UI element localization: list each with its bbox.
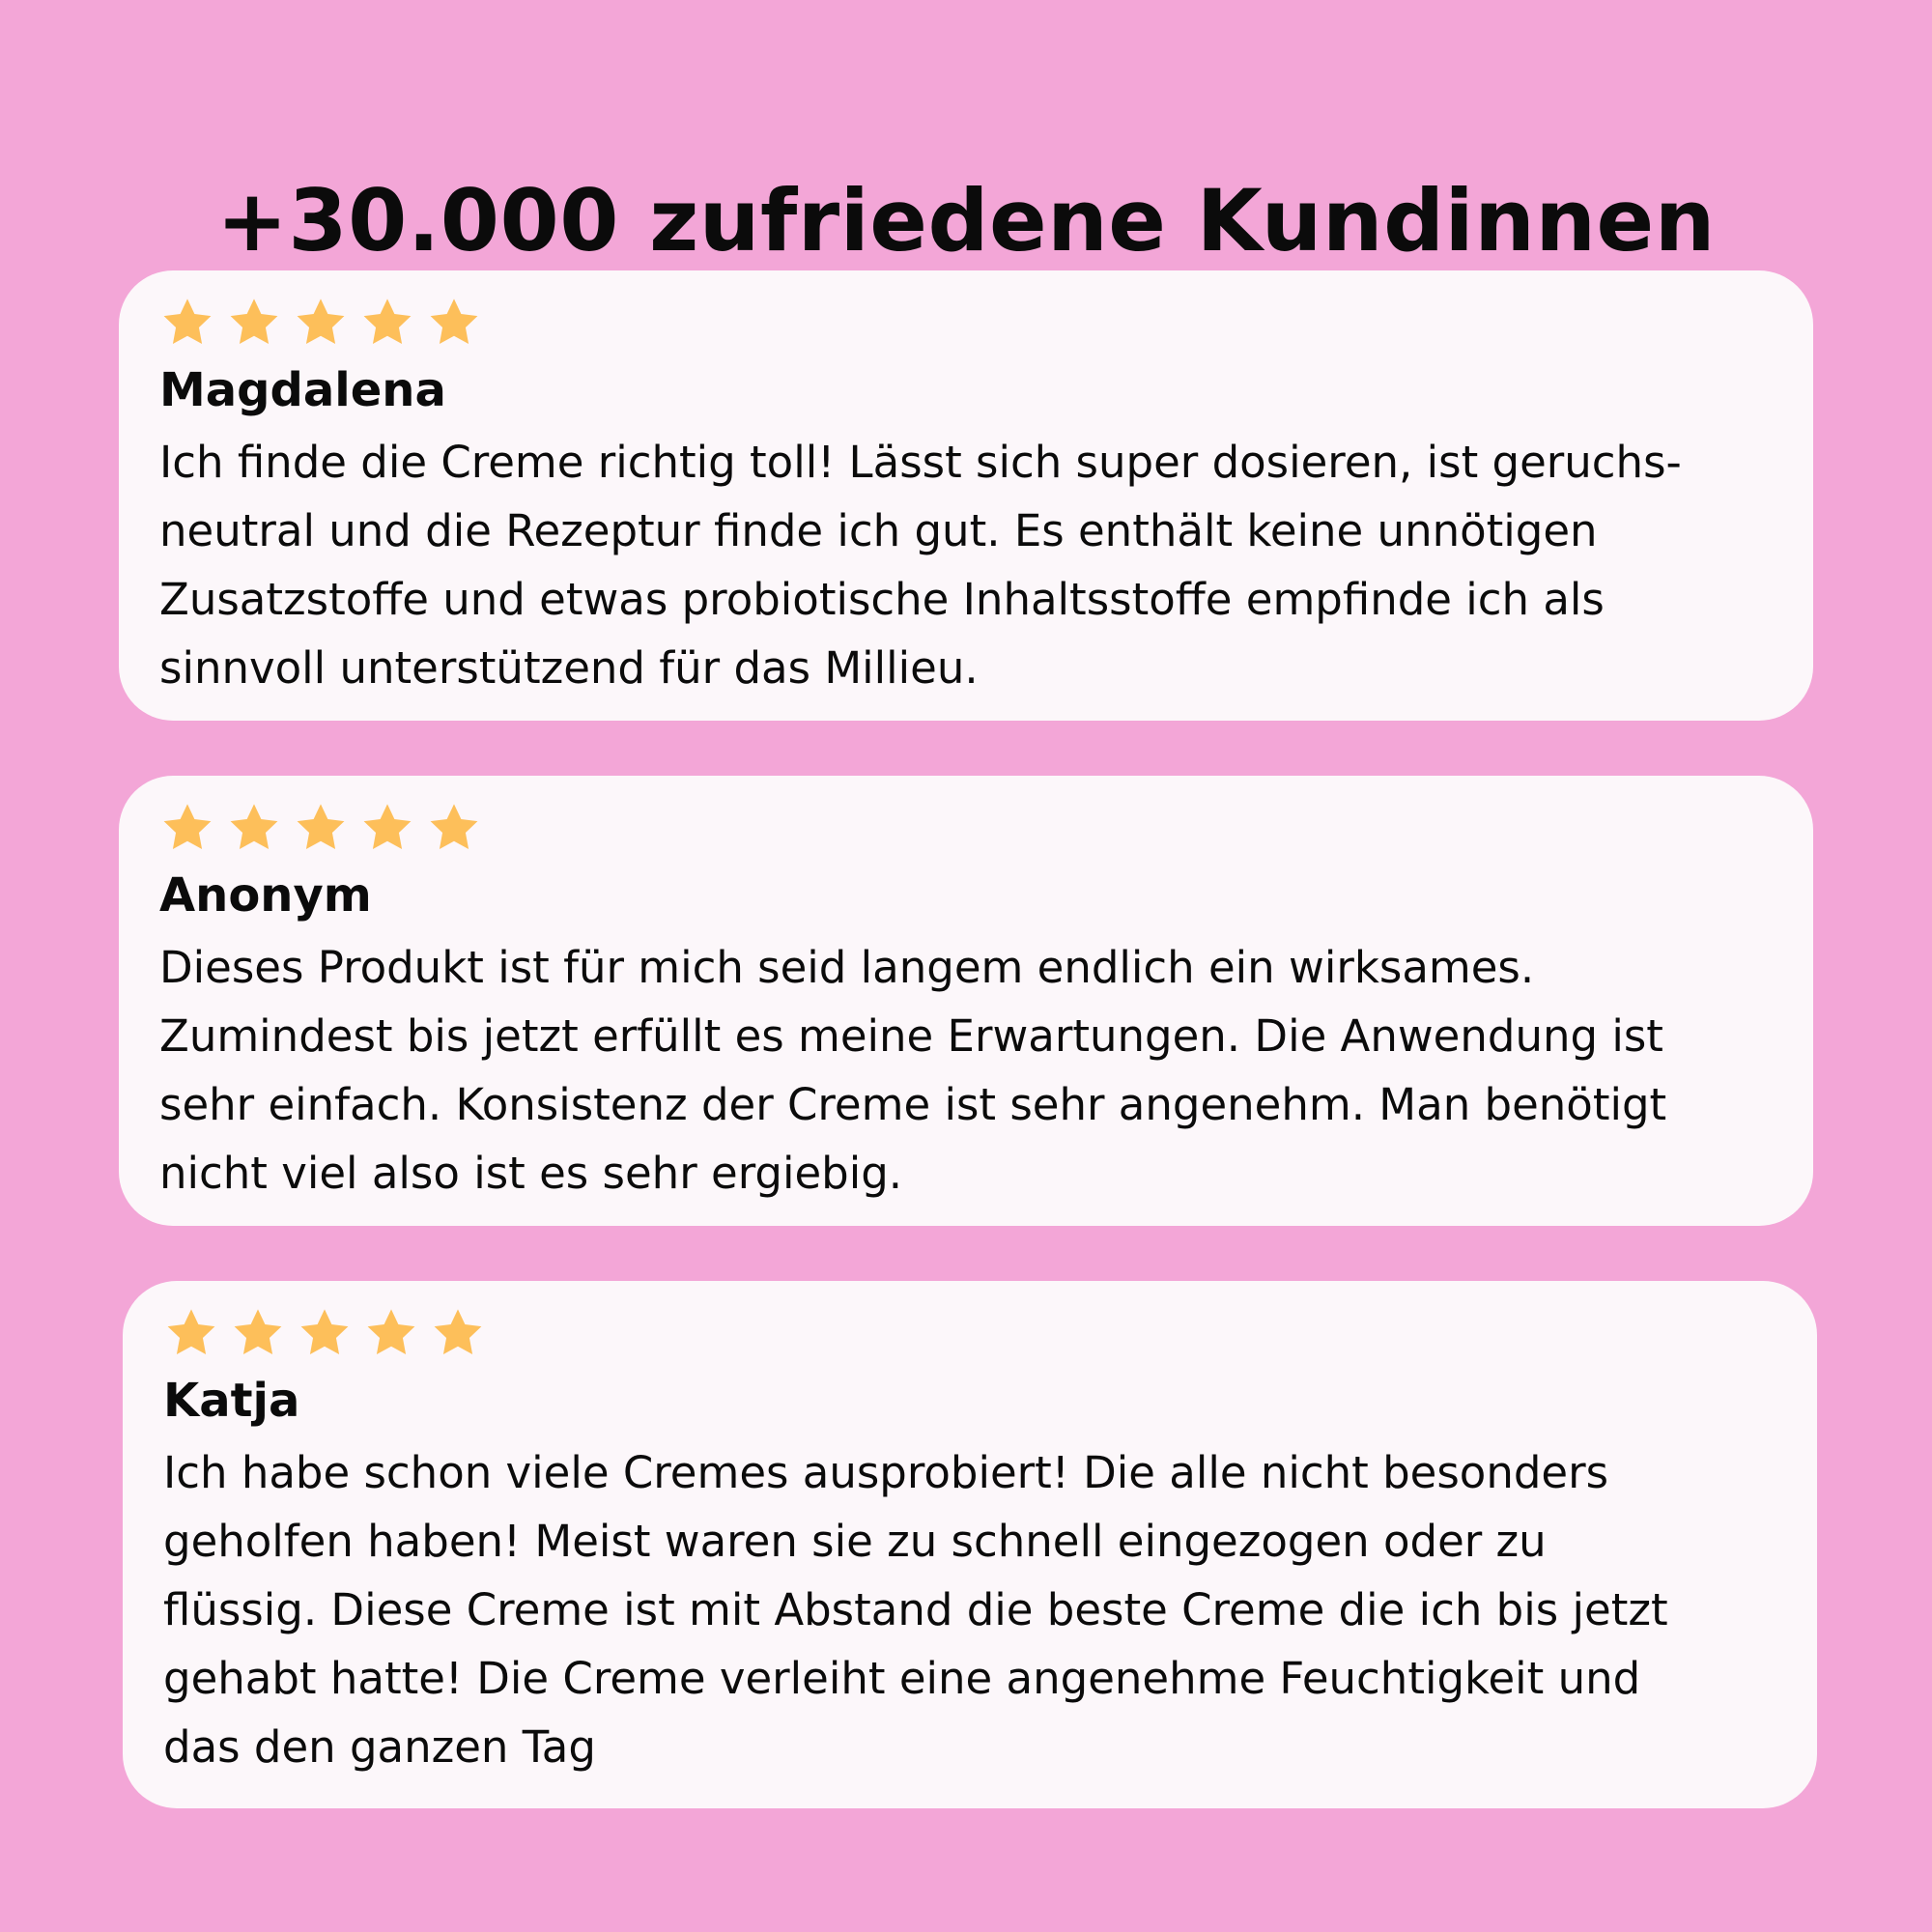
review-text-line: neutral und die Rezeptur finde ich gut. Es enthält keine unnötigen: [159, 505, 1598, 556]
star-icon: [430, 1305, 486, 1361]
star-icon: [226, 800, 282, 856]
reviewer-name: Katja: [163, 1374, 300, 1428]
review-text-line: Ich habe schon viele Cremes ausprobiert! Die alle nicht besonders: [163, 1447, 1609, 1498]
star-icon: [297, 1305, 353, 1361]
star-icon: [226, 295, 282, 351]
review-card: [119, 776, 1813, 1226]
star-icon: [163, 1305, 219, 1361]
reviewer-name: Magdalena: [159, 363, 446, 417]
star-rating: [159, 799, 1780, 857]
review-text-line: geholfen haben! Meist waren sie zu schnell eingezogen oder zu: [163, 1516, 1547, 1567]
star-icon: [426, 800, 482, 856]
review-text-line: das den ganzen Tag: [163, 1721, 596, 1773]
reviewer-name: Anonym: [159, 868, 372, 923]
star-icon: [159, 800, 215, 856]
review-text-line: sehr einfach. Konsistenz der Creme ist sehr angenehm. Man benötigt: [159, 1079, 1667, 1130]
review-text: [159, 428, 1780, 702]
review-text-line: Ich finde die Creme richtig toll! Lässt sich super dosieren, ist geruchs-: [159, 437, 1682, 488]
star-icon: [359, 800, 415, 856]
review-text-line: gehabt hatte! Die Creme verleiht eine angenehme Feuchtigkeit und: [163, 1653, 1641, 1704]
review-text: [159, 933, 1780, 1208]
review-text-line: Zusatzstoffe und etwas probiotische Inhaltsstoffe empfinde ich als: [159, 574, 1605, 625]
star-icon: [159, 295, 215, 351]
review-text-line: Dieses Produkt ist für mich seid langem endlich ein wirksames.: [159, 942, 1535, 993]
star-icon: [426, 295, 482, 351]
review-text-line: nicht viel also ist es sehr ergiebig.: [159, 1148, 903, 1199]
star-icon: [293, 295, 349, 351]
star-icon: [363, 1305, 419, 1361]
star-icon: [230, 1305, 286, 1361]
review-text-line: sinnvoll unterstützend für das Millieu.: [159, 642, 979, 694]
star-icon: [293, 800, 349, 856]
review-text-line: flüssig. Diese Creme ist mit Abstand die beste Creme die ich bis jetzt: [163, 1584, 1668, 1635]
star-rating: [159, 294, 1780, 352]
review-text-line: Zumindest bis jetzt erfüllt es meine Erwartungen. Die Anwendung ist: [159, 1010, 1663, 1062]
headline: +30.000 zufriedene Kundinnen: [216, 170, 1716, 270]
review-text: [163, 1438, 1784, 1781]
star-icon: [359, 295, 415, 351]
review-card: [119, 270, 1813, 721]
star-rating: [163, 1304, 1784, 1362]
review-card: [123, 1281, 1817, 1808]
